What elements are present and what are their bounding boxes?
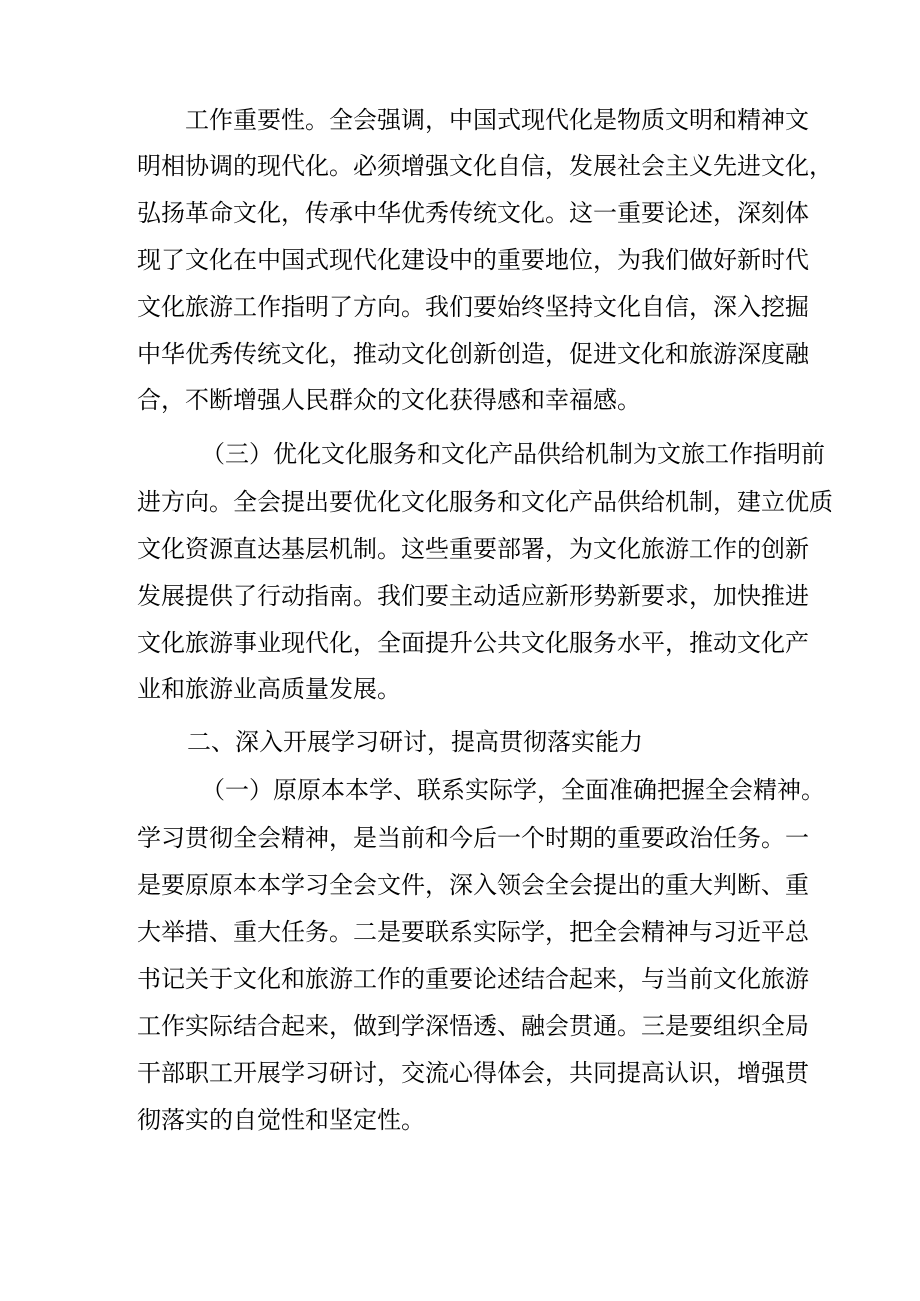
paragraph-line: 干部职工开展学习研讨，交流心得体会，共同提高认识，增强贯 — [137, 1059, 809, 1087]
paragraph-line: 学习贯彻全会精神，是当前和今后一个时期的重要政治任务。一 — [137, 824, 809, 852]
paragraph-line: 工作实际结合起来，做到学深悟透、融会贯通。三是要组织全局 — [137, 1012, 809, 1040]
paragraph-line: 现了文化在中国式现代化建设中的重要地位，为我们做好新时代 — [137, 246, 809, 274]
paragraph-line: 业和旅游业高质量发展。 — [137, 675, 401, 703]
paragraph-line: 文化旅游事业现代化，全面提升公共文化服务水平，推动文化产 — [137, 629, 809, 657]
section-heading: 二、深入开展学习研讨，提高贯彻落实能力 — [187, 728, 643, 756]
paragraph-line: 彻落实的自觉性和坚定性。 — [137, 1106, 425, 1134]
paragraph-line: 是要原原本本学习全会文件，深入领会全会提出的重大判断、重 — [137, 871, 809, 899]
paragraph-line: 明相协调的现代化。必须增强文化自信，发展社会主义先进文化， — [137, 152, 833, 180]
paragraph-line: （一）原原本本学、联系实际学，全面准确把握全会精神。 — [201, 776, 825, 804]
paragraph-line: 文化旅游工作指明了方向。我们要始终坚持文化自信，深入挖掘 — [137, 293, 809, 321]
paragraph-line: （三）优化文化服务和文化产品供给机制为文旅工作指明前 — [201, 440, 825, 468]
paragraph-line: 发展提供了行动指南。我们要主动适应新形势新要求，加快推进 — [137, 582, 809, 610]
paragraph-line: 大举措、重大任务。二是要联系实际学，把全会精神与习近平总 — [137, 918, 809, 946]
paragraph-line: 中华优秀传统文化，推动文化创新创造，促进文化和旅游深度融 — [137, 340, 809, 368]
paragraph-line: 进方向。全会提出要优化文化服务和文化产品供给机制，建立优质 — [137, 488, 833, 516]
paragraph-line: 合，不断增强人民群众的文化获得感和幸福感。 — [137, 386, 641, 414]
paragraph-line: 文化资源直达基层机制。这些重要部署，为文化旅游工作的创新 — [137, 535, 809, 563]
paragraph-line: 弘扬革命文化，传承中华优秀传统文化。这一重要论述，深刻体 — [137, 199, 809, 227]
paragraph-line: 书记关于文化和旅游工作的重要论述结合起来，与当前文化旅游 — [137, 965, 809, 993]
paragraph-line: 工作重要性。全会强调，中国式现代化是物质文明和精神文 — [185, 106, 809, 134]
